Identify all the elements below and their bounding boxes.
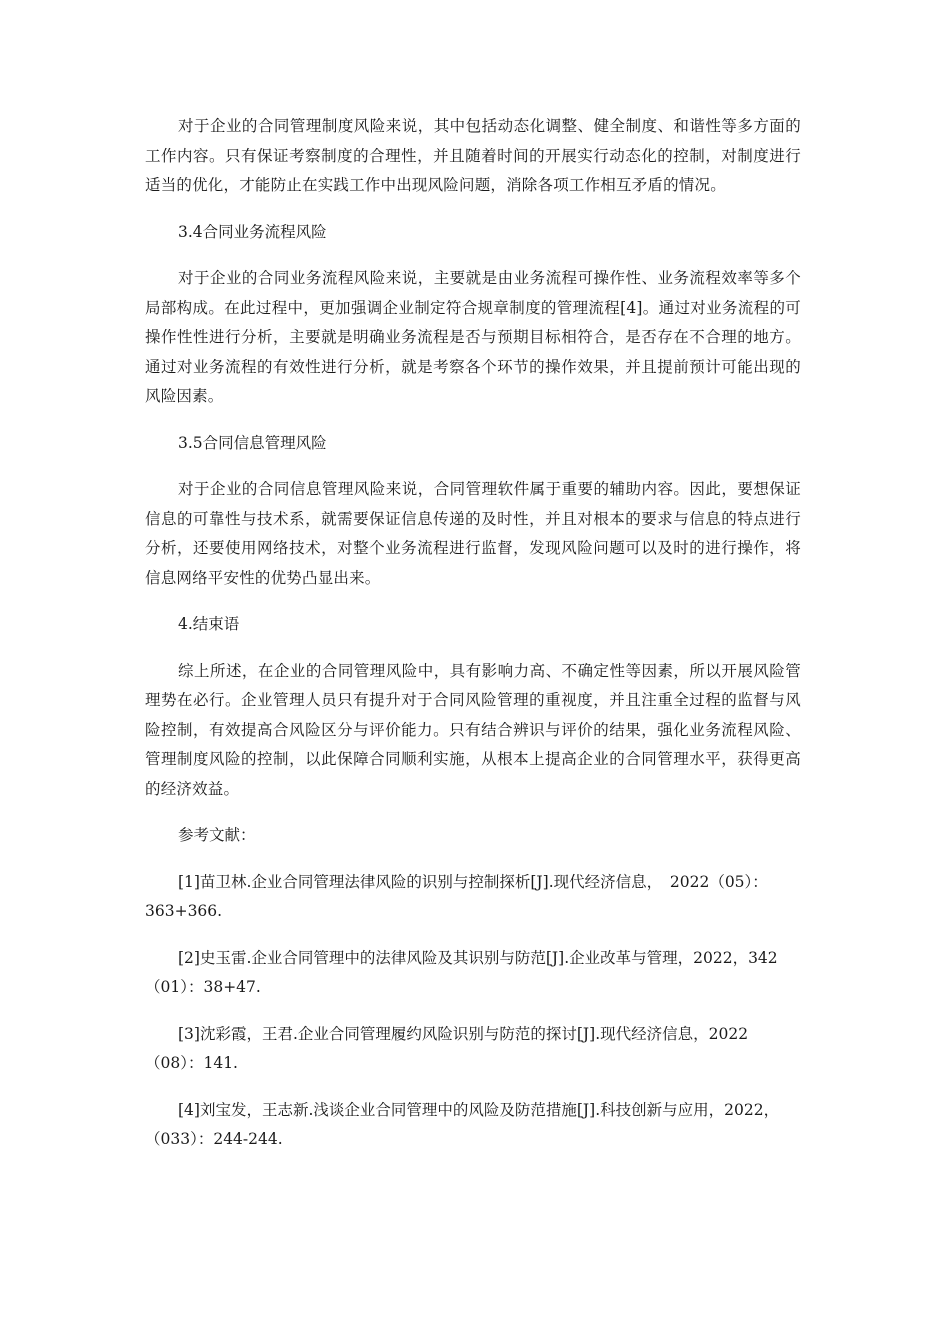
- section-3-4-paragraph: 对于企业的合同业务流程风险来说，主要就是由业务流程可操作性、业务流程效率等多个局部构成。在此过程中，更加强调企业制定符合规章制度的管理流程[4]。通过对业务流程的可操作性性进行分析，主要就是明确业务流程是否与预期目标相符合，是否存在不合理的地方。通过对业务流程的有效性进行分析，就是考察各个环节的操作效果，并且提前预计可能出现的风险因素。: [145, 269, 801, 405]
- section-4-heading: 4.结束语: [178, 615, 240, 633]
- references-heading: 参考文献：: [178, 826, 256, 844]
- section-3-5-heading: 3.5合同信息管理风险: [178, 433, 327, 452]
- document-page: [145, 112, 801, 1172]
- intro-paragraph: 对于企业的合同管理制度风险来说，其中包括动态化调整、健全制度、和谐性等多方面的工作内容。只有保证考察制度的合理性，并且随着时间的开展实行动态化的控制，对制度进行适当的优化，才能防止在实践工作中出现风险问题，消除各项工作相互矛盾的情况。: [145, 117, 801, 194]
- section-3-5-paragraph: 对于企业的合同信息管理风险来说，合同管理软件属于重要的辅助内容。因此，要想保证信息的可靠性与技术系，就需要保证信息传递的及时性，并且对根本的要求与信息的特点进行分析，还要使用网络技术，对整个业务流程进行监督，发现风险问题可以及时的进行操作，将信息网络平安性的优势凸显出来。: [145, 480, 801, 587]
- reference-item-1: [1]苗卫林.企业合同管理法律风险的识别与控制探析[J].现代经济信息， 2022（05）：363+366.: [145, 872, 768, 920]
- reference-item-4: [4]刘宝发，王志新.浅谈企业合同管理中的风险及防范措施[J].科技创新与应用，2022，（033）：244-244.: [145, 1100, 780, 1148]
- reference-item-3: [3]沈彩霞，王君.企业合同管理履约风险识别与防范的探讨[J].现代经济信息，2022（08）：141.: [145, 1024, 749, 1072]
- section-3-4-heading: 3.4合同业务流程风险: [178, 222, 327, 241]
- reference-item-2: [2]史玉雷.企业合同管理中的法律风险及其识别与防范[J].企业改革与管理，2022，342（01）：38+47.: [145, 948, 778, 996]
- section-4-paragraph: 综上所述，在企业的合同管理风险中，具有影响力高、不确定性等因素，所以开展风险管理势在必行。企业管理人员只有提升对于合同风险管理的重视度，并且注重全过程的监督与风险控制，有效提高合风险区分与评价能力。只有结合辨识与评价的结果，强化业务流程风险、管理制度风险的控制，以此保障合同顺利实施，从根本上提高企业的合同管理水平，获得更高的经济效益。: [145, 661, 801, 798]
